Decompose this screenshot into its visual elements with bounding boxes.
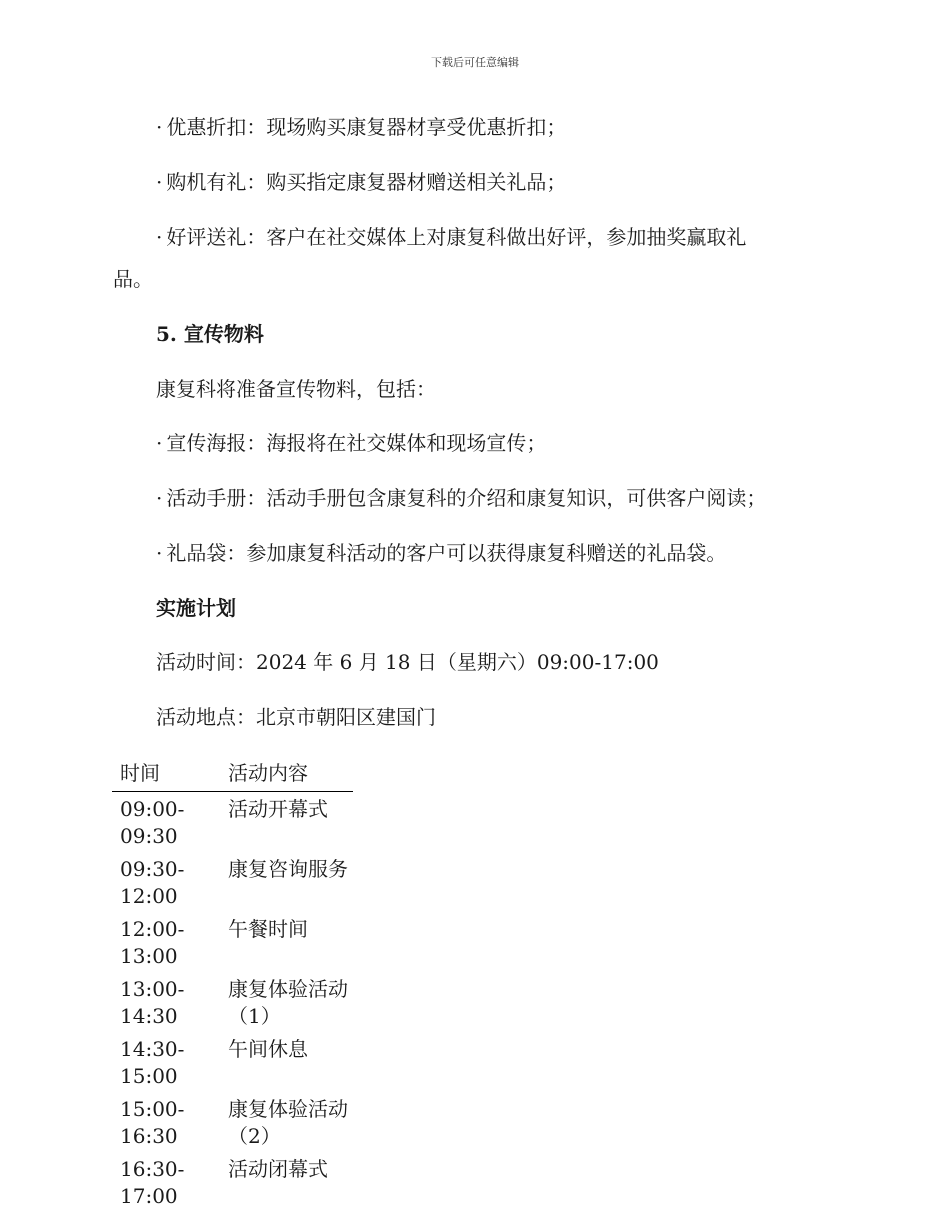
table-header-row	[112, 760, 353, 792]
table-cell-activity: 午间休息	[228, 1037, 308, 1061]
material-label: 宣传海报	[166, 431, 247, 455]
table-cell-time: 13:00-14:30	[120, 977, 185, 1028]
bullet-icon: ·	[156, 431, 163, 455]
label-separator: ：	[246, 115, 267, 139]
promo-item-review-continuation: 品。	[113, 267, 153, 291]
label-separator: ：	[246, 431, 267, 455]
bullet-icon: ·	[156, 170, 163, 194]
table-cell-activity: 康复体验活动（1）	[228, 977, 348, 1028]
table-header-activity: 活动内容	[228, 761, 308, 785]
table-row	[112, 850, 353, 910]
schedule-table	[112, 760, 353, 1210]
bullet-icon: ·	[156, 225, 163, 249]
promo-item-review	[156, 227, 746, 247]
promo-label: 好评送礼	[166, 225, 247, 249]
material-text: 参加康复科活动的客户可以获得康复科赠送的礼品袋。	[246, 541, 727, 565]
table-row	[112, 1150, 353, 1210]
table-cell-time: 15:00-16:30	[120, 1097, 185, 1148]
table-cell-activity: 活动闭幕式	[228, 1157, 328, 1181]
table-cell-time: 09:00-09:30	[120, 797, 185, 848]
material-text: 活动手册包含康复科的介绍和康复知识，可供客户阅读；	[266, 486, 767, 510]
section-heading-materials: 5. 宣传物料	[156, 322, 264, 346]
material-item-brochure	[156, 488, 766, 508]
label-separator: ：	[246, 225, 267, 249]
label-separator: ：	[246, 486, 267, 510]
event-place: 活动地点：北京市朝阳区建国门	[156, 705, 436, 729]
promo-label: 购机有礼	[166, 170, 247, 194]
table-cell-time: 14:30-15:00	[120, 1037, 185, 1088]
table-cell-activity: 午餐时间	[228, 917, 308, 941]
promo-item-discount	[156, 117, 566, 137]
material-label: 活动手册	[166, 486, 247, 510]
material-label: 礼品袋	[166, 541, 227, 565]
bullet-icon: ·	[156, 115, 163, 139]
bullet-icon: ·	[156, 541, 163, 565]
table-cell-activity: 康复体验活动（2）	[228, 1097, 348, 1148]
table-row	[112, 970, 353, 1030]
promo-text: 客户在社交媒体上对康复科做出好评，参加抽奖赢取礼	[266, 225, 747, 249]
table-header-time: 时间	[120, 761, 160, 785]
table-row	[112, 910, 353, 970]
table-row	[112, 1030, 353, 1090]
table-cell-activity: 康复咨询服务	[228, 857, 348, 881]
section-intro: 康复科将准备宣传物料，包括：	[156, 377, 436, 401]
label-separator: ：	[226, 541, 247, 565]
bullet-icon: ·	[156, 486, 163, 510]
header-note: 下载后可任意编辑	[431, 56, 519, 69]
label-separator: ：	[246, 170, 267, 194]
material-text: 海报将在社交媒体和现场宣传；	[266, 431, 547, 455]
promo-text: 现场购买康复器材享受优惠折扣；	[266, 115, 567, 139]
table-cell-time: 12:00-13:00	[120, 917, 185, 968]
promo-text: 购买指定康复器材赠送相关礼品；	[266, 170, 567, 194]
material-item-gift-bag	[156, 543, 726, 563]
event-time: 活动时间：2024 年 6 月 18 日（星期六）09:00-17:00	[156, 650, 659, 674]
table-cell-time: 09:30-12:00	[120, 857, 185, 908]
material-item-poster	[156, 433, 546, 453]
table-row	[112, 1090, 353, 1150]
promo-item-gift	[156, 172, 566, 192]
promo-label: 优惠折扣	[166, 115, 247, 139]
section-heading-plan: 实施计划	[156, 596, 236, 620]
table-cell-activity: 活动开幕式	[228, 797, 328, 821]
table-row	[112, 792, 353, 850]
table-cell-time: 16:30-17:00	[120, 1157, 185, 1208]
